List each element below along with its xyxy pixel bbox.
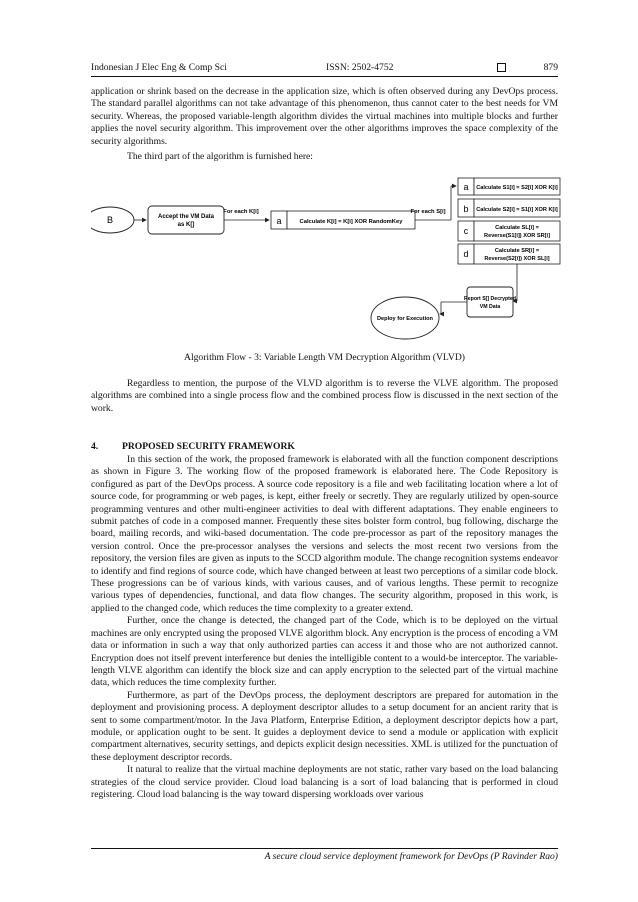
right-d-line-1: Calculate SR[i] = — [494, 248, 540, 254]
section-paragraph-3: Furthermore, as part of the DevOps process, the deployment descriptors are prepared for automation in the deployment and provisioning process. A deployment descriptor alludes to a setup document for an ancient rarity that is sent to some compartment/motor. In the Java Platform, Enterprise Edition, a deployment descriptor depicts how a part, module, or application ought to be sent. It guides a deployment device to send a module or application with explicit compartment alternatives, security settings, and depicts explicit design necessities. XML is utilized for the punctuation of these deployment descriptor records. — [91, 689, 558, 763]
figure-caption: Algorithm Flow - 3: Variable Length VM Decryption Algorithm (VLVD) — [184, 352, 465, 363]
report-line-1: Report S[] Decrypted — [464, 296, 516, 302]
paragraph-after-figure — [91, 378, 558, 415]
section-paragraph-2: Further, once the change is detected, the changed part of the Code, which is to be deployed on the virtual machines are only encrypted using the proposed VLVE algorithm block. Any encryption is the process of encoding a VM data or information in such a way that only authorized parties can access it and those who are not authorized cannot. Encryption does not itself prevent interference but denies the intelligible content to a would-be interceptor. The variable-length VLVE algorithm can identify the block size and can apply encryption to the selected part of the virtual machine data, which reduces the time complexity further. — [91, 615, 558, 689]
step-a-text: Calculate K[i] = K[i] XOR RandomKey — [299, 219, 403, 225]
accept-vm-data-box — [148, 206, 224, 234]
page-number: 879 — [543, 62, 558, 73]
paragraph-text: The third part of the algorithm is furnished here: — [127, 151, 313, 162]
section-paragraph-4: It natural to realize that the virtual machine deployments are not static, rather vary based on the load balancing strategies of the cloud service provider. Cloud load balancing is a sort of load balancing that is performed in cloud registering. Cloud load balancing is the way toward dispersing workloads over various — [91, 764, 558, 800]
accept-line-2: as K[] — [177, 222, 195, 228]
footer-rule — [91, 848, 558, 849]
report-box — [467, 287, 513, 317]
journal-name: Indonesian J Elec Eng & Comp Sci — [91, 62, 227, 73]
issn: ISSN: 2502-4752 — [326, 62, 394, 73]
right-d-line-2: Reverse(S2[i]) XOR SL[i] — [484, 256, 550, 262]
section-title: PROPOSED SECURITY FRAMEWORK — [122, 441, 295, 452]
start-label: B — [106, 215, 114, 225]
right-c-line-1: Calculate SL[i] = — [495, 225, 539, 231]
for-each-k-label: For each K[i] — [223, 209, 259, 215]
right-c-line-2: Reverse(S1[i]) XOR SR[i] — [484, 233, 550, 239]
right-d-letter: d — [463, 249, 469, 259]
flow-svg — [91, 173, 561, 341]
algorithm-flow-diagram — [91, 173, 561, 341]
for-each-s-label: For each S[i] — [410, 209, 446, 215]
accept-line-1: Accept the VM Data — [157, 214, 215, 220]
report-line-2: VM Data — [479, 304, 501, 310]
intro-paragraph-2 — [91, 151, 558, 163]
right-a-letter: a — [463, 182, 469, 192]
section-body — [91, 454, 558, 801]
checkbox-square-icon — [497, 63, 506, 72]
section-number: 4. — [91, 441, 99, 452]
header-rule — [91, 76, 558, 77]
right-c-letter: c — [463, 226, 469, 236]
section-heading — [91, 441, 295, 453]
paragraph-text: application or shrink based on the decrease in the application size, which is often observed during any DevOps process. The standard parallel algorithms can not take advantage of this phenomenon, thus cannot cater to the best needs for VM security. Whereas, the proposed variable-length algorithm divides the virtual machines into multiple blocks and further applies the novel security algorithm. This improvement over the other algorithms improves the space complexity of the security algorithms. — [91, 86, 558, 147]
right-b-letter: b — [463, 204, 469, 214]
right-a-text: Calculate S1[i] = S2[i] XOR K[i] — [476, 185, 558, 191]
paragraph-text: Regardless to mention, the purpose of the VLVD algorithm is to reverse the VLVE algorithm. The proposed algorithms are combined into a single process flow and the combined process flow is discussed in the next section of the work. — [91, 378, 558, 414]
deploy-text: Deploy for Execution — [377, 316, 433, 322]
running-footer: A secure cloud service deployment framework for DevOps (P Ravinder Rao) — [264, 851, 558, 862]
running-header — [91, 62, 558, 76]
section-paragraph-1: In this section of the work, the proposed framework is elaborated with all the function component descriptions as shown in Figure 3. The working flow of the proposed framework is elaborated here. The Code Repository is configured as part of the DevOps process. A source code repository is a file and web facilitating location where a lot of source code, for programming or web pages, is kept, either freely or secretly. They are regularly utilized by open-source programming ventures and other multi-engineer activities to deal with different adaptations. They enable engineers to submit patches of code in a composed manner. Frequently these sites bolster form control, bug following, discharge the board, mailing records, and wiki-based documentation. The code pre-processor as part of the repository manages the version control. Once the pre-processor analyses the versions and selects the most recent two versions from the repository, the version files are given as inputs to the SCCD algorithm module. The change recognition systems endeavor to identify and find regions of source code, which have changed between at least two perceptions of a similar code block. These progressions can be of various kinds, with various causes, and of various lengths. These permit to recognize various types of dependencies, functional, and data flow changes. The security algorithm, proposed in this work, is applied to the changed code, which reduces the time complexity to a greater extend. — [91, 454, 558, 614]
right-b-text: Calculate S2[i] = S1[i] XOR K[i] — [476, 207, 558, 213]
intro-paragraph-1 — [91, 86, 558, 148]
step-a-letter: a — [276, 216, 282, 226]
